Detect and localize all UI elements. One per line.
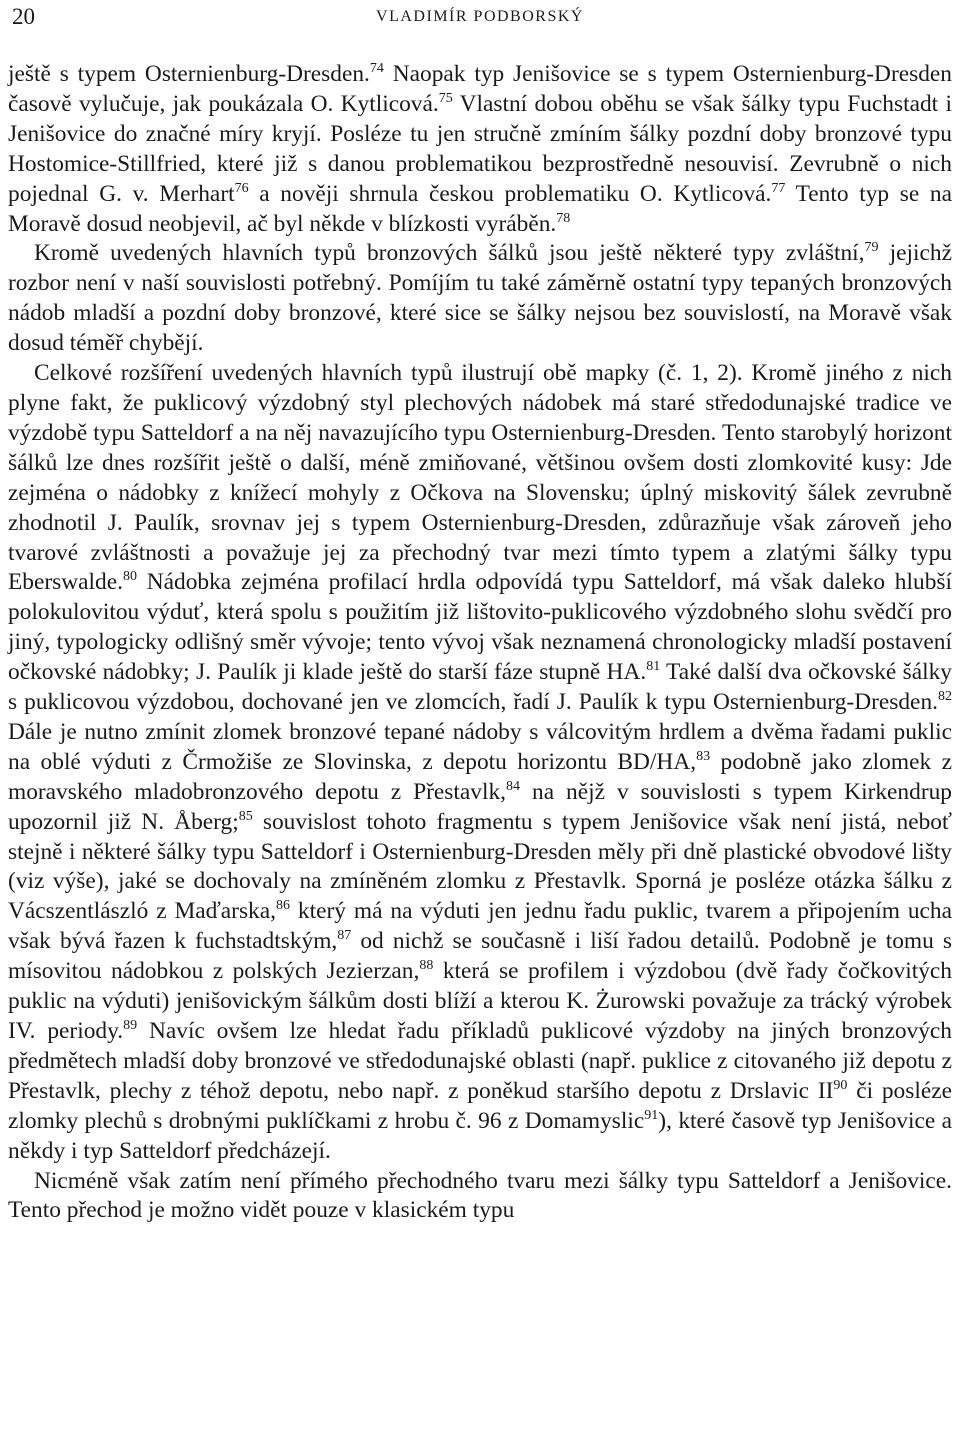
running-head: VLADIMÍR PODBORSKÝ bbox=[376, 8, 584, 25]
footnote-marker: 85 bbox=[238, 808, 253, 824]
paragraph: Celkové rozšíření uvedených hlavních typů ilustrují obě mapky (č. 1, 2). Kromě jiného z nich plyne fakt, že puklicový výzdobný styl plechových nádobek má staré středodunajské tradice ve výzdobě typu Satteldorf a na něj navazujícího typu Osternienburg-Dresden. Tento starobylý horizont šálků lze dnes rozšířit ještě o další, méně zmiňované, většinou ovšem dosti zlomkovité kusy: Jde zejména o nádobky z knížecí mohyly z Očkova na Slovensku; úplný miskovitý šálek zevrubně zhodnotil J. Paulík, srovnav jej s typem Osternienburg-Dresden, zdůrazňuje však zároveň jeho tvarové zvláštnosti a považuje jej za přechodný tvar mezi tímto typem a zlatými šálky typu Eberswalde.$^{80}$ Nádobka zejména profilací hrdla odpovídá typu Satteldorf, má však daleko hlubší polokulovitou výduť, která spolu s použitím již lištovito-puklicového výzdobného slohu svědčí pro jiný, typologicky odlišný směr vývoje; tento vývoj však neznamená chronologicky mladší postavení očkovské nádobky; J. Paulík ji klade ještě do starší fáze stupně HA.$^{81}$ Také další dva očkovské šálky s puklicovou výzdobou, dochované jen ve zlomcích, řadí J. Paulík k typu Osternienburg-Dresden.$^{82}$ Dále je nutno zmínit zlomek bronzové tepané nádoby s válcovitým hrdlem a dvěma řadami puklic na oblé výduti z Črmožiše ze Slovinska, z depotu horizontu BD/HA,$^{83}$ podobně jako zlomek z moravského mladobronzového depotu z Přestavlk,$^{84}$ na nějž v souvislosti s typem Kirkendrup upozornil již N. Åberg;$^{85}$ souvislost tohoto fragmentu s typem Jenišovice však není jistá, neboť stejně i některé šálky typu Satteldorf i Osternienburg-Dresden měly při dně plastické obvodové lišty (viz výše), jaké se dochovaly na zmíněném zlomku z Přestavlk. Sporná je posléze otázka šálku z Vácszentlászló z Maďarska,$^{86}$ který má na výduti jen jednu řadu puklic, tvarem a připojením ucha však bývá řazen k fuchstadtským,$^{87}$ od nichž se současně i liší řadou detailů. Podobně je tomu s mísovitou nádobkou z polských Jezierzan,$^{88}$ která se profilem i výzdobou (dvě řady čočkovitých puklic na výduti) jenišovickým šálkům dosti blíží a kterou K. Żurowski považuje za trácký výrobek IV. periody.$^{89}$ Navíc ovšem lze hledat řadu příkladů puklicové výzdoby na jiných bronzových předmětech mladší doby bronzové ve středodunajské oblasti (např. puklice z citovaného již depotu z Přestavlk, plechy z téhož depotu, nebo např. z poněkud staršího depotu z Drslavic II$^{90}$ či posléze zlomky plechů s drobnými puklíčkami z hrobu č. 96 z Domamyslic$^{91}$), které časově typ Jenišovice a někdy i typ Satteldorf předcházejí. bbox=[8, 360, 953, 1164]
footnote-marker: 81 bbox=[646, 659, 661, 675]
footnote-marker: 77 bbox=[771, 180, 786, 196]
body-text bbox=[8, 60, 952, 1226]
paragraph: Kromě uvedených hlavních typů bronzových šálků jsou ještě některé typy zvláštní,$^{79}$ jejichž rozbor není v naší souvislosti potřebný. Pomíjím tu také záměrně ostatní typy tepaných bronzových nádob mladší a pozdní doby bronzové, které sice se šálky nejsou bez souvislostí, na Moravě však dosud téměř chybějí. bbox=[8, 240, 952, 357]
footnote-marker: 87 bbox=[337, 928, 352, 944]
footnote-marker: 89 bbox=[123, 1018, 138, 1033]
paragraph: ještě s typem Osternienburg-Dresden.$^{74}$ Naopak typ Jenišovice se s typem Osternienburg-Dresden časově vylučuje, jak poukázala O. Kytlicová.$^{75}$ Vlastní dobou oběhu se však šálky typu Fuchstadt i Jenišovice do značné míry kryjí. Posléze tu jen stručně zmíním šálky pozdní doby bronzové typu Hostomice-Stillfried, které již s danou problematikou bezprostředně nesouvisí. Zevrubně o nich pojednal G. v. Merhart$^{76}$ a nověji shrnula českou problematiku O. Kytlicová.$^{77}$ Tento typ se na Moravě dosud neobjevil, ač byl někde v blízkosti vyráběn.$^{78}$ bbox=[8, 61, 952, 237]
footnote-marker: 86 bbox=[276, 898, 290, 914]
page-number: 20 bbox=[12, 4, 35, 29]
footnote-marker: 76 bbox=[234, 180, 249, 196]
footnote-marker: 82 bbox=[938, 689, 952, 705]
footnote-marker: 79 bbox=[864, 240, 879, 256]
footnote-marker: 80 bbox=[122, 569, 137, 585]
footnote-marker: 75 bbox=[438, 90, 453, 106]
page-header bbox=[8, 0, 952, 46]
footnote-marker: 74 bbox=[369, 61, 384, 76]
footnote-marker: 88 bbox=[419, 958, 434, 974]
footnote-marker: 84 bbox=[506, 778, 521, 794]
footnote-marker: 78 bbox=[556, 210, 571, 226]
footnote-marker: 90 bbox=[833, 1077, 848, 1093]
paragraph: Nicméně však zatím není přímého přechodného tvaru mezi šálky typu Satteldorf a Jenišovice. Tento přechod je možno vidět pouze v klasickém typu bbox=[8, 1167, 952, 1224]
footnote-marker: 91 bbox=[644, 1107, 659, 1123]
footnote-marker: 83 bbox=[696, 748, 711, 764]
